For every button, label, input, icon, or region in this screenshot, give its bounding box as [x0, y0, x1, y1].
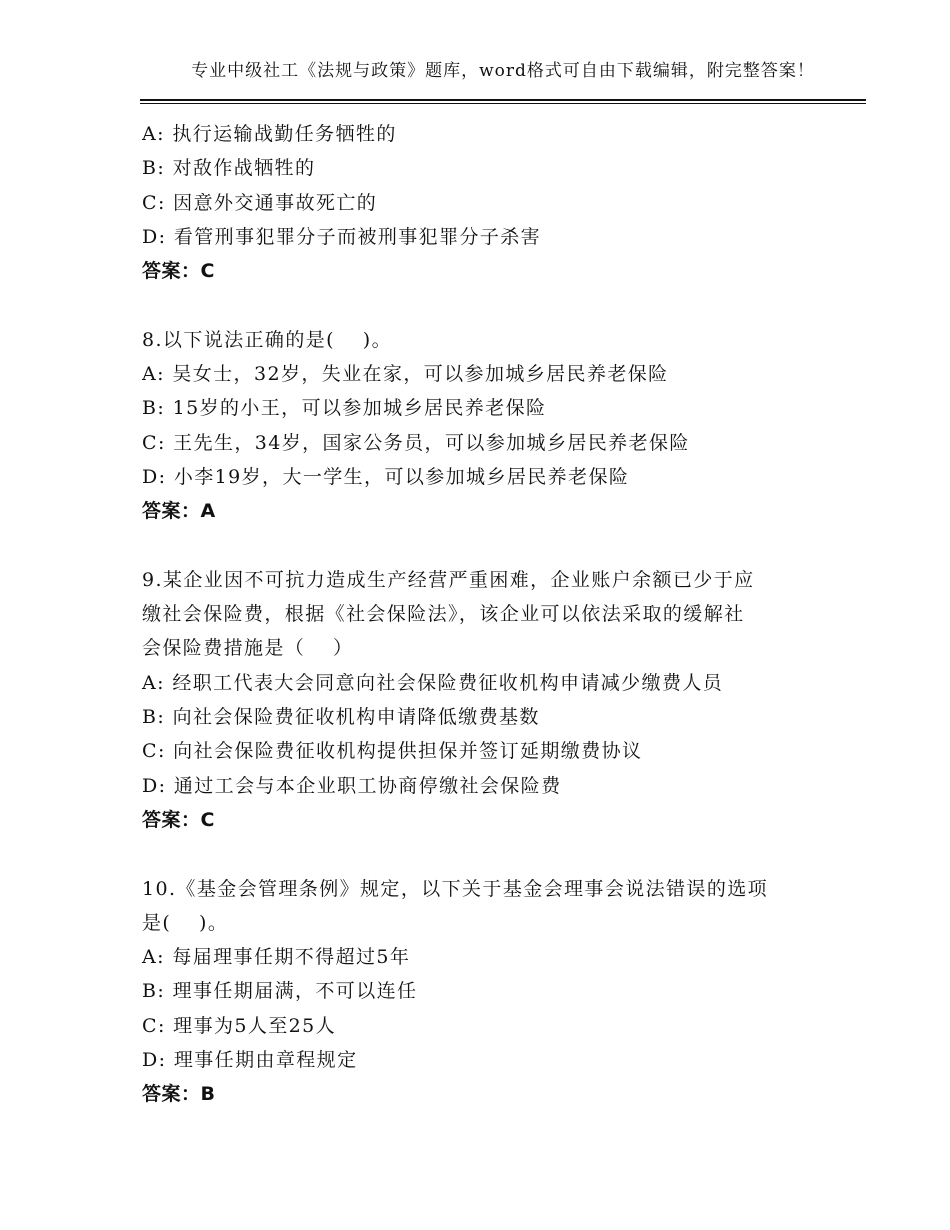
answer-line: 答案：C [142, 260, 215, 283]
question-stem: 10.《基金会管理条例》规定，以下关于基金会理事会说法错误的选项 [142, 877, 769, 900]
header-rule-thick [140, 99, 866, 101]
option-a: A: 吴女士，32岁，失业在家，可以参加城乡居民养老保险 [142, 363, 669, 386]
option-d: D: 小李19岁，大一学生，可以参加城乡居民养老保险 [142, 465, 630, 488]
option-d: D: 理事任期由章程规定 [142, 1049, 358, 1072]
header-rule-thin [140, 103, 866, 104]
answer-line: 答案：B [142, 1083, 216, 1106]
answer-line: 答案：A [142, 500, 216, 523]
option-d: D: 看管刑事犯罪分子而被刑事犯罪分子杀害 [142, 225, 542, 248]
question-stem: 8.以下说法正确的是( )。 [142, 328, 392, 351]
question-stem: 9.某企业因不可抗力造成生产经营严重困难，企业账户余额已少于应 [142, 568, 755, 591]
spacer [142, 288, 842, 322]
option-d: D: 通过工会与本企业职工协商停缴社会保险费 [142, 774, 562, 797]
option-c: C: 理事为5人至25人 [142, 1014, 337, 1037]
option-b: B: 向社会保险费征收机构申请降低缴费基数 [142, 706, 540, 729]
question-stem: 缴社会保险费，根据《社会保险法》，该企业可以依法采取的缓解社 [142, 603, 745, 626]
spacer [142, 529, 842, 563]
option-c: C: 王先生，34岁，国家公务员，可以参加城乡居民养老保险 [142, 431, 690, 454]
answer-line: 答案：C [142, 808, 215, 831]
option-c: C: 因意外交通事故死亡的 [142, 191, 378, 214]
option-c: C: 向社会保险费征收机构提供担保并签订延期缴费协议 [142, 740, 643, 763]
question-stem: 是( )。 [142, 911, 229, 934]
option-a: A: 经职工代表大会同意向社会保险费征收机构申请减少缴费人员 [142, 671, 724, 694]
page-header-title: 专业中级社工《法规与政策》题库，word格式可自由下载编辑，附完整答案！ [191, 61, 815, 81]
question-stem: 会保险费措施是（ ） [142, 637, 354, 660]
option-b: B: 对敌作战牺牲的 [142, 157, 316, 180]
question-list [142, 117, 842, 1112]
option-a: A: 每届理事任期不得超过5年 [142, 946, 411, 969]
option-a: A: 执行运输战勤任务牺牲的 [142, 123, 397, 145]
option-b: B: 理事任期届满，不可以连任 [142, 980, 418, 1003]
spacer [142, 837, 842, 871]
option-b: B: 15岁的小王，可以参加城乡居民养老保险 [142, 397, 547, 420]
